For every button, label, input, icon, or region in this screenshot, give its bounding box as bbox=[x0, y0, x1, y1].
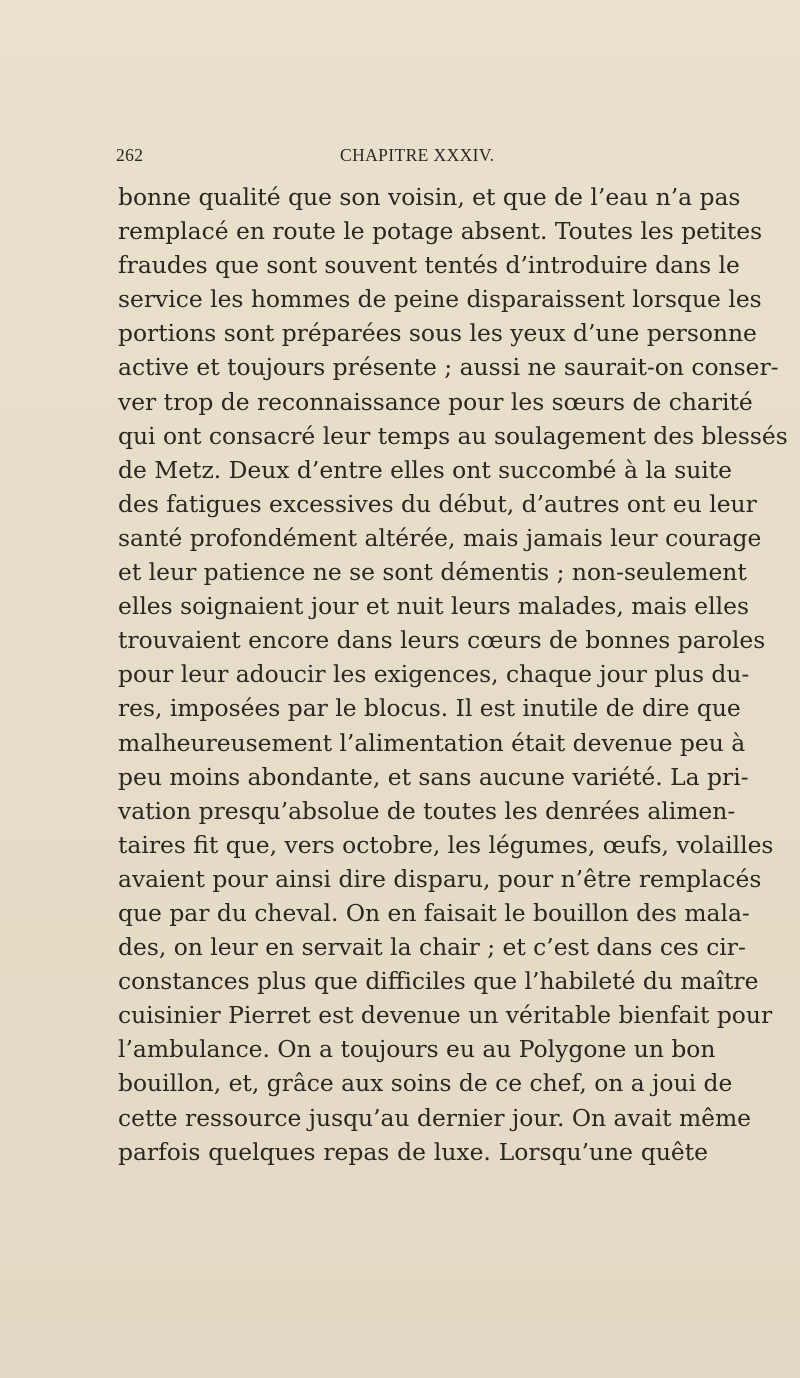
text-line: que par du cheval. On en faisait le bouillon des mala- bbox=[118, 898, 750, 927]
text-line: service les hommes de peine disparaissent lorsque les bbox=[118, 285, 762, 314]
chapter-title: CHAPITRE XXXIV. bbox=[340, 145, 495, 165]
text-line: active et toujours présente ; aussi ne saurait-on conser- bbox=[118, 353, 779, 382]
text-line: portions sont préparées sous les yeux d’une personne bbox=[118, 319, 757, 348]
text-line: l’ambulance. On a toujours eu au Polygone un bon bbox=[118, 1035, 716, 1064]
text-line: malheureusement l’alimentation était devenue peu à bbox=[118, 728, 746, 757]
page-number: 262 bbox=[116, 145, 144, 165]
text-line: bouillon, et, grâce aux soins de ce chef, on a joui de bbox=[118, 1069, 733, 1098]
text-line: avaient pour ainsi dire disparu, pour n’être remplacés bbox=[118, 864, 762, 893]
text-line: qui ont consacré leur temps au soulagement des blessés bbox=[118, 421, 788, 450]
body-text bbox=[118, 180, 788, 1169]
text-line: pour leur adoucir les exigences, chaque jour plus du- bbox=[118, 660, 750, 689]
text-line: fraudes que sont souvent tentés d’introduire dans le bbox=[118, 251, 740, 280]
text-line: de Metz. Deux d’entre elles ont succombé à la suite bbox=[118, 455, 732, 484]
text-line: santé profondément altérée, mais jamais leur courage bbox=[118, 523, 762, 552]
text-line: ver trop de reconnaissance pour les sœurs de charité bbox=[118, 387, 753, 416]
text-line: elles soignaient jour et nuit leurs malades, mais elles bbox=[118, 592, 749, 621]
text-line: taires fit que, vers octobre, les légumes, œufs, volailles bbox=[118, 830, 774, 859]
text-line: constances plus que difficiles que l’habileté du maître bbox=[118, 967, 759, 996]
text-line: et leur patience ne se sont démentis ; non-seulement bbox=[118, 558, 747, 587]
text-line: cette ressource jusqu’au dernier jour. On avait même bbox=[118, 1103, 752, 1132]
text-line: peu moins abondante, et sans aucune variété. La pri- bbox=[118, 762, 749, 791]
text-line: trouvaient encore dans leurs cœurs de bonnes paroles bbox=[118, 626, 766, 655]
text-line: des, on leur en servait la chair ; et c’est dans ces cir- bbox=[118, 933, 746, 962]
text-line: parfois quelques repas de luxe. Lorsqu’une quête bbox=[118, 1137, 708, 1166]
text-line: res, imposées par le blocus. Il est inutile de dire que bbox=[118, 694, 741, 723]
text-line: remplacé en route le potage absent. Toutes les petites bbox=[118, 217, 763, 246]
text-line: des fatigues excessives du début, d’autres ont eu leur bbox=[118, 489, 757, 518]
running-header bbox=[116, 145, 716, 169]
text-line: cuisinier Pierret est devenue un véritable bienfait pour bbox=[118, 1001, 773, 1030]
text-line: bonne qualité que son voisin, et que de l’eau n’a pas bbox=[118, 183, 741, 211]
text-line: vation presqu’absolue de toutes les denrées alimen- bbox=[118, 796, 736, 825]
